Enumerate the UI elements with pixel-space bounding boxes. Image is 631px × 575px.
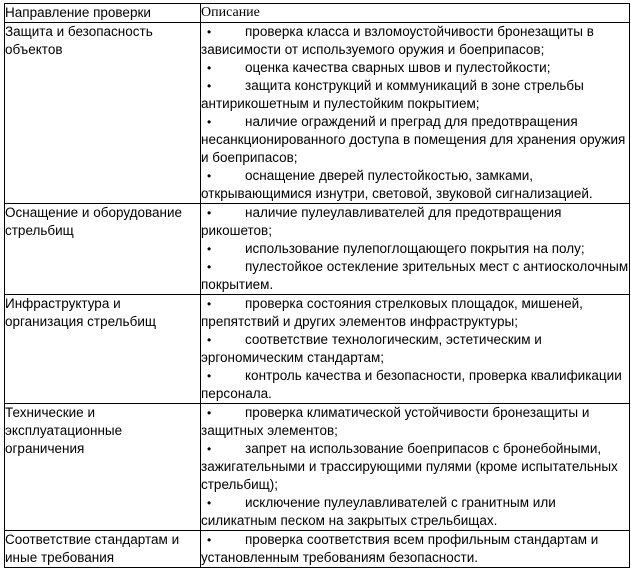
bullet-icon: • bbox=[207, 169, 212, 183]
list-item-text: оснащение дверей пулестойкостью, замками, открывающимися изнутри, световой, звуковой сигнализацией. bbox=[201, 168, 593, 201]
header-description: Описание bbox=[201, 4, 630, 23]
bullet-icon: • bbox=[207, 406, 212, 420]
list-item bbox=[201, 295, 629, 331]
direction-cell: Защита и безопасность объектов bbox=[5, 23, 201, 204]
bullet-icon: • bbox=[207, 297, 212, 311]
list-item-text: проверка климатической устойчивости бронезащиты и защитных элементов; bbox=[201, 405, 590, 438]
list-item-text: запрет на использование боеприпасов с бронебойными, зажигательными и трассирующими пулями (кроме испытательных стрельбищ); bbox=[201, 441, 618, 492]
bullet-icon: • bbox=[207, 206, 212, 220]
bullet-icon: • bbox=[207, 260, 212, 274]
list-item bbox=[201, 59, 629, 77]
list-item-text: пулестойкое остекление зрительных мест с антиосколочным покрытием. bbox=[201, 259, 629, 292]
bullet-icon: • bbox=[207, 242, 212, 256]
bullet-icon: • bbox=[207, 333, 212, 347]
bullet-list bbox=[201, 204, 629, 294]
list-item-text: использование пулепоглощающего покрытия на полу; bbox=[245, 241, 585, 256]
list-item-text: проверка соответствия всем профильным стандартам и установленным требованиям безопасности. bbox=[201, 532, 599, 565]
list-item-text: соответствие технологическим, эстетическим и эргономическим стандартам; bbox=[201, 332, 542, 365]
list-item-text: контроль качества и безопасности, проверка квалификации персонала. bbox=[201, 368, 622, 401]
bullet-list bbox=[201, 295, 629, 403]
list-item-text: наличие ограждений и преград для предотвращения несанкционированного доступа в помещения для хранения оружия и боеприпасов; bbox=[201, 114, 626, 165]
list-item bbox=[201, 258, 629, 294]
list-item bbox=[201, 440, 629, 494]
list-item bbox=[201, 331, 629, 367]
bullet-icon: • bbox=[207, 115, 212, 129]
table-row bbox=[5, 404, 630, 531]
bullet-icon: • bbox=[207, 369, 212, 383]
header-row bbox=[5, 4, 630, 23]
list-item bbox=[201, 77, 629, 113]
list-item bbox=[201, 204, 629, 240]
bullet-icon: • bbox=[207, 61, 212, 75]
bullet-icon: • bbox=[207, 442, 212, 456]
list-item-text: проверка класса и взломоустойчивости бронезащиты в зависимости от используемого оружия и боеприпасов; bbox=[201, 24, 594, 57]
description-cell bbox=[201, 531, 630, 568]
list-item bbox=[201, 240, 629, 258]
list-item-text: проверка состояния стрелковых площадок, мишеней, препятствий и других элементов инфраструктуры; bbox=[201, 296, 583, 329]
list-item bbox=[201, 23, 629, 59]
list-item bbox=[201, 531, 629, 567]
list-item-text: исключение пулеулавливателей с гранитным или силикатным песком на закрытых стрельбищах. bbox=[201, 495, 556, 528]
list-item-text: наличие пулеулавливателей для предотвращения рикошетов; bbox=[201, 205, 562, 238]
requirements-table bbox=[4, 3, 630, 568]
list-item bbox=[201, 167, 629, 203]
direction-cell: Оснащение и оборудование стрельбищ bbox=[5, 204, 201, 295]
list-item-text: защита конструкций и коммуникаций в зоне стрельбы антирикошетным и пулестойким покрытием; bbox=[201, 78, 584, 111]
description-cell bbox=[201, 295, 630, 404]
list-item-text: оценка качества сварных швов и пулестойкости; bbox=[245, 60, 551, 75]
bullet-list bbox=[201, 404, 629, 530]
header-direction: Направление проверки bbox=[5, 4, 201, 23]
description-cell bbox=[201, 204, 630, 295]
bullet-icon: • bbox=[207, 25, 212, 39]
table-row bbox=[5, 204, 630, 295]
table-row bbox=[5, 295, 630, 404]
description-cell bbox=[201, 23, 630, 204]
direction-cell: Технические и эксплуатационные ограничения bbox=[5, 404, 201, 531]
list-item bbox=[201, 404, 629, 440]
table-row bbox=[5, 23, 630, 204]
bullet-icon: • bbox=[207, 496, 212, 510]
table-row bbox=[5, 531, 630, 568]
list-item bbox=[201, 113, 629, 167]
direction-cell: Соответствие стандартам и иные требования bbox=[5, 531, 201, 568]
description-cell bbox=[201, 404, 630, 531]
list-item bbox=[201, 494, 629, 530]
bullet-list bbox=[201, 531, 629, 567]
list-item bbox=[201, 367, 629, 403]
bullet-icon: • bbox=[207, 533, 212, 547]
bullet-list bbox=[201, 23, 629, 203]
bullet-icon: • bbox=[207, 79, 212, 93]
direction-cell: Инфраструктура и организация стрельбищ bbox=[5, 295, 201, 404]
